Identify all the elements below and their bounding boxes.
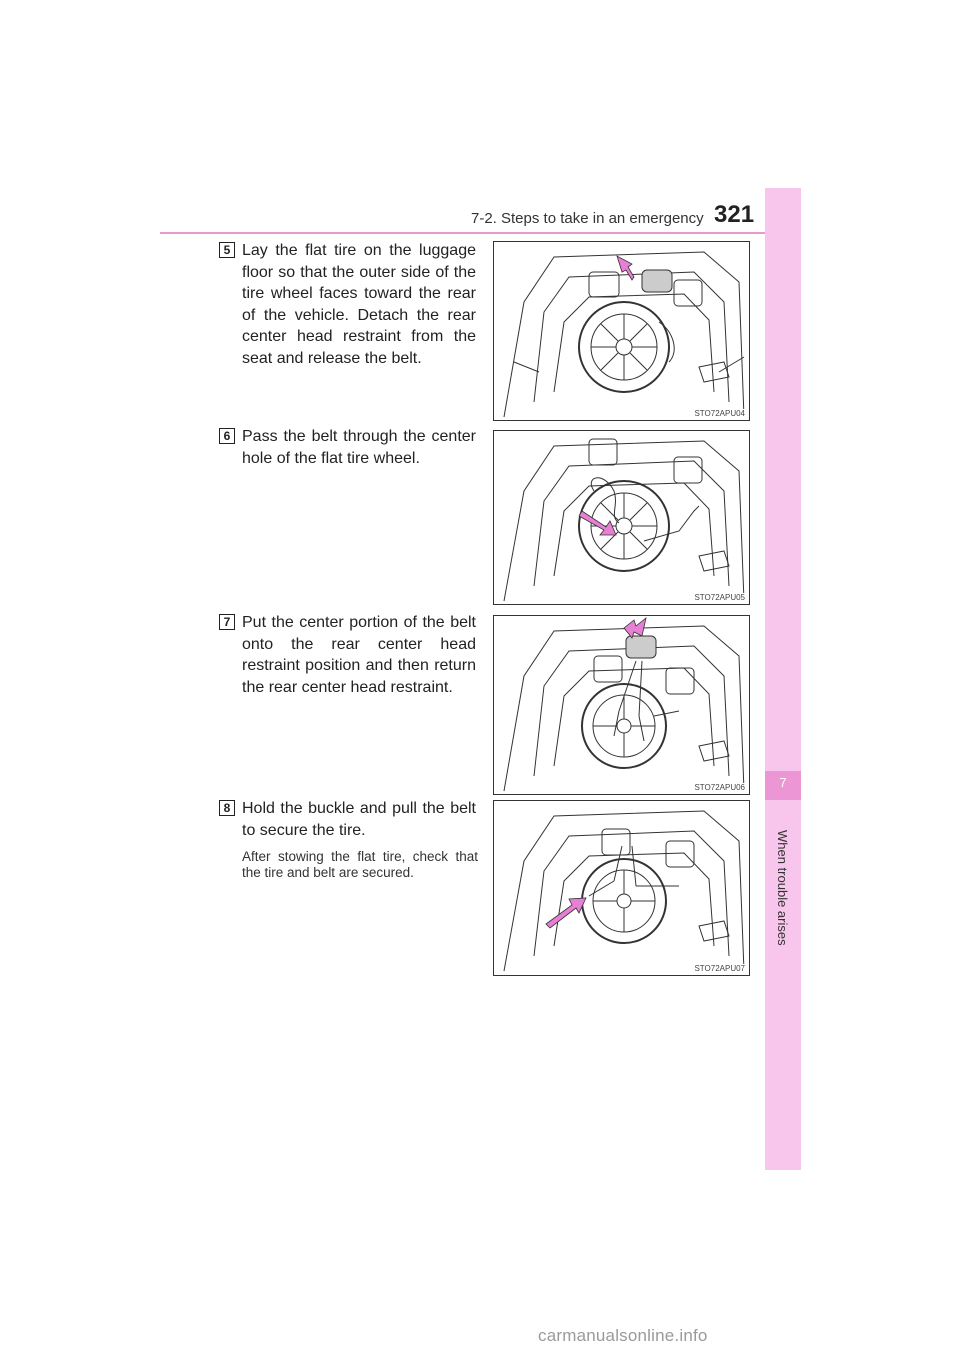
header-divider	[160, 232, 801, 234]
step-text-5: Lay the flat tire on the luggage floor so that the outer side of the tire wheel faces toward the rear of the vehicle. Detach the rear center head restraint from the seat and release the belt.	[242, 242, 476, 367]
step-badge-8: 8	[219, 800, 235, 816]
watermark: carmanualsonline.info	[538, 1326, 708, 1345]
step-note-8: After stowing the flat tire, check that the tire and belt are secured.	[242, 849, 478, 880]
figure-code: STO72APU05	[694, 593, 745, 602]
figure-code: STO72APU06	[694, 783, 745, 792]
figure-code: STO72APU07	[694, 964, 745, 973]
step-text-6: Pass the belt through the center hole of the flat tire wheel.	[242, 428, 476, 467]
chapter-title-text: When trouble arises	[775, 830, 790, 946]
figure-step-7	[493, 615, 750, 795]
step-badge-5: 5	[219, 242, 235, 258]
page-number: 321	[714, 201, 755, 228]
chapter-side-tab	[765, 188, 801, 1170]
chapter-number: 7	[779, 775, 787, 790]
illustration-secure-tire	[494, 801, 750, 976]
figure-code: STO72APU04	[694, 409, 745, 418]
illustration-belt-head-restraint	[494, 616, 750, 795]
illustration-belt-through-wheel	[494, 431, 750, 605]
step-text-7: Put the center portion of the belt onto the rear center head restraint position and then return the rear center head restraint.	[242, 614, 476, 696]
step-badge-7: 7	[219, 614, 235, 630]
figure-step-8	[493, 800, 750, 976]
section-title: 7-2. Steps to take in an emergency	[471, 210, 704, 227]
illustration-tire-luggage	[494, 242, 750, 421]
step-badge-6: 6	[219, 428, 235, 444]
figure-step-6	[493, 430, 750, 605]
chapter-title	[774, 830, 792, 950]
step-text-8: Hold the buckle and pull the belt to secure the tire.	[242, 800, 476, 839]
figure-step-5	[493, 241, 750, 421]
